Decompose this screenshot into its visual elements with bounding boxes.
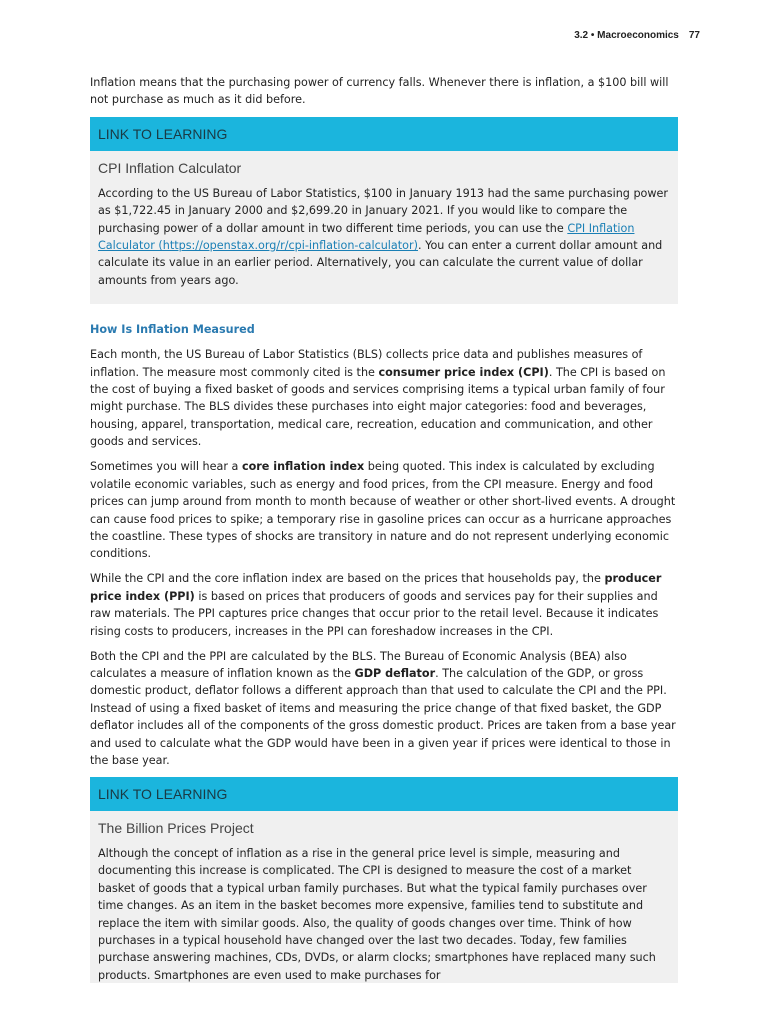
link-box-text-before: According to the US Bureau of Labor Statistics, $100 in January 1913 had the same purchasing power as $1,722.45 in January 2000 and $2,699.20 in January 2021. If you would like to compare the purchasing power of a dollar amount in two different time periods, you can use the <box>98 186 669 235</box>
link-to-learning-box-cpi <box>90 117 678 304</box>
intro-paragraph: Inflation means that the purchasing power of currency falls. Whenever there is inflation, a $100 bill will not purchase as much as it did before. <box>90 76 669 107</box>
link-box-title: The Billion Prices Project <box>98 819 254 836</box>
text-span: being quoted. This index is calculated by excluding volatile economic variables, such as energy and food prices, from the CPI measure. Energy and food prices can jump around from month to month because of weather or other short-lived events. A drought can cause food prices to spike; a temporary rise in gasoline prices can occur as a hurricane approaches the coastline. These types of shocks are transitory in nature and do not represent underlying economic conditions. <box>90 460 676 561</box>
text-span: is based on prices that producers of goods and services pay for their supplies and raw materials. The PPI captures price changes that occur prior to the retail level. Because it indicates rising costs to producers, increases in the PPI can foreshadow increases in the CPI. <box>90 589 659 638</box>
section-label: 3.2 • Macroeconomics <box>574 30 679 41</box>
page-number: 77 <box>688 30 700 41</box>
term-ppi: producer price index (PPI) <box>90 572 662 603</box>
paragraph-cpi <box>90 346 678 450</box>
text-span: . The CPI is based on the cost of buying a fixed basket of goods and services comprising items a typical urban family of four might purchase. The BLS divides these purchases into eight major categories: food and beverages, housing, apparel, transportation, medical care, recreation, education and communication, and other goods and services. <box>90 365 666 449</box>
term-gdp-deflator: GDP deflator <box>354 666 436 680</box>
link-to-learning-label: LINK TO LEARNING <box>90 117 678 151</box>
link-box-body <box>90 837 678 983</box>
link-box-paragraph: Although the concept of inflation as a rise in the general price level is simple, measuring and documenting this increase is complicated. The CPI is designed to measure the cost of a market basket of goods that a typical urban family purchases. But what the typical family purchases over time changes. As an item in the basket becomes more expensive, families tend to substitute and replace the item with similar goods. Also, the quality of goods changes over time. Think of how purchases in a typical household have changed over the last two decades. Today, few families purchase answering machines, CDs, DVDs, or alarm clocks; smartphones have replaced many such products. Smartphones are even used to make purchases for <box>98 846 656 982</box>
paragraph-core-inflation <box>90 458 678 562</box>
link-box-title: CPI Inflation Calculator <box>98 159 242 176</box>
link-box-paragraph <box>98 185 670 289</box>
text-span: Each month, the US Bureau of Labor Statistics (BLS) collects price data and publishes measures of inflation. The measure most commonly cited is the <box>90 348 643 379</box>
paragraph-gdp-deflator <box>90 648 678 770</box>
page-content <box>90 74 678 983</box>
section-body <box>90 346 678 769</box>
link-box-text-after: . You can enter a current dollar amount and calculate its value in an earlier period. Alternatively, you can calculate the current value of dollar amounts from years ago. <box>98 239 663 287</box>
term-core-inflation: core inflation index <box>241 460 365 474</box>
text-span: While the CPI and the core inflation index are based on the prices that households pay, the <box>90 572 605 586</box>
text-span: Both the CPI and the PPI are calculated by the BLS. The Bureau of Economic Analysis (BEA) also calculates a measure of inflation known as the <box>90 649 627 680</box>
cpi-calculator-link[interactable]: CPI Inflation Calculator (https://openstax.org/r/cpi-inflation-calculator) <box>98 221 635 253</box>
term-cpi: consumer price index (CPI) <box>378 365 549 379</box>
text-span: . The calculation of the GDP, or gross domestic product, deflator follows a different approach than that used to calculate the CPI and the PPI. Instead of using a fixed basket of items and measuring the price change of that fixed basket, the GDP deflator includes all of the components of the gross domestic product. Prices are taken from a base year and used to calculate what the GDP would have been in a given year if prices were identical to those in the base year. <box>90 666 676 767</box>
running-header <box>574 30 700 41</box>
link-box-body <box>90 177 678 304</box>
paragraph-ppi <box>90 570 678 640</box>
text-span: Sometimes you will hear a <box>90 460 242 474</box>
link-to-learning-label: LINK TO LEARNING <box>90 777 678 811</box>
link-to-learning-box-billion-prices <box>90 777 678 983</box>
section-heading: How Is Inflation Measured <box>90 323 255 337</box>
